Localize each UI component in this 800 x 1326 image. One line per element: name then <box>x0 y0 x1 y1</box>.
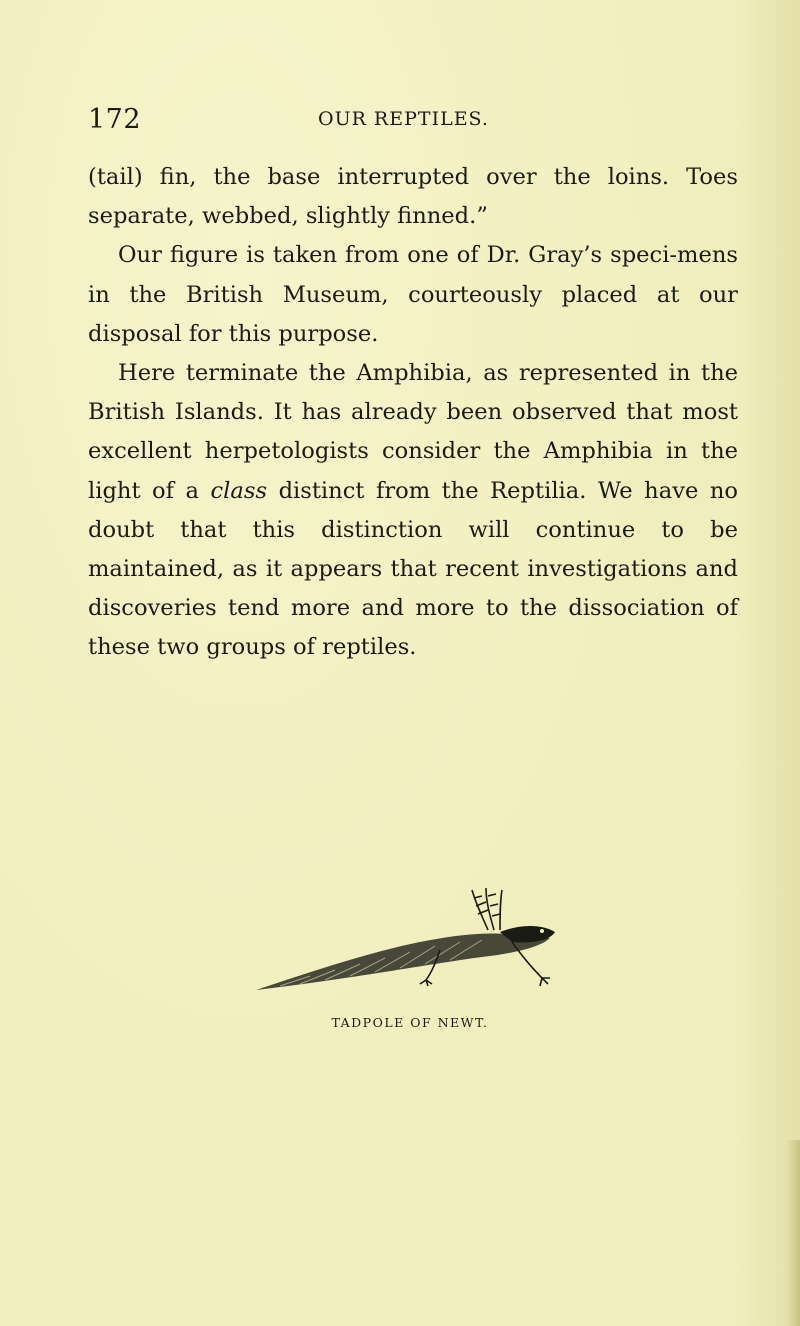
paragraph-text: (tail) fin, the base interrupted over the loins. Toes separate, webbed, slightly finned.” <box>88 164 738 230</box>
paragraph-amphibia-conclusion <box>88 354 738 668</box>
page-edge-shadow <box>786 1140 800 1326</box>
figure <box>250 880 570 1030</box>
newt-tadpole-engraving-icon <box>250 880 570 1010</box>
page-header <box>88 104 728 144</box>
body-text <box>88 158 738 668</box>
figure-caption: TADPOLE OF NEWT. <box>331 1015 489 1030</box>
emphasized-word: class <box>210 477 268 504</box>
paragraph-text: Our figure is taken from one of Dr. Gray’s speci-mens in the British Museum, courteously placed at our disposal for this purpose. <box>88 242 738 347</box>
paragraph-continuation <box>88 158 738 236</box>
paragraph-figure-source <box>88 236 738 354</box>
page-number: 172 <box>88 104 142 135</box>
paragraph-text: Here terminate the Amphibia, as represented in the British Islands. It has already been observed that most excellent herpetologists consider the Amphibia in the light of a <box>88 360 738 504</box>
running-title: OUR REPTILES. <box>318 108 489 130</box>
paragraph-text: distinct from the Reptilia. We have no doubt that this distinction will continue to be maintained, as it appears that recent investigations and discoveries tend more and more to the dissociation of these two groups of reptiles. <box>88 477 739 661</box>
